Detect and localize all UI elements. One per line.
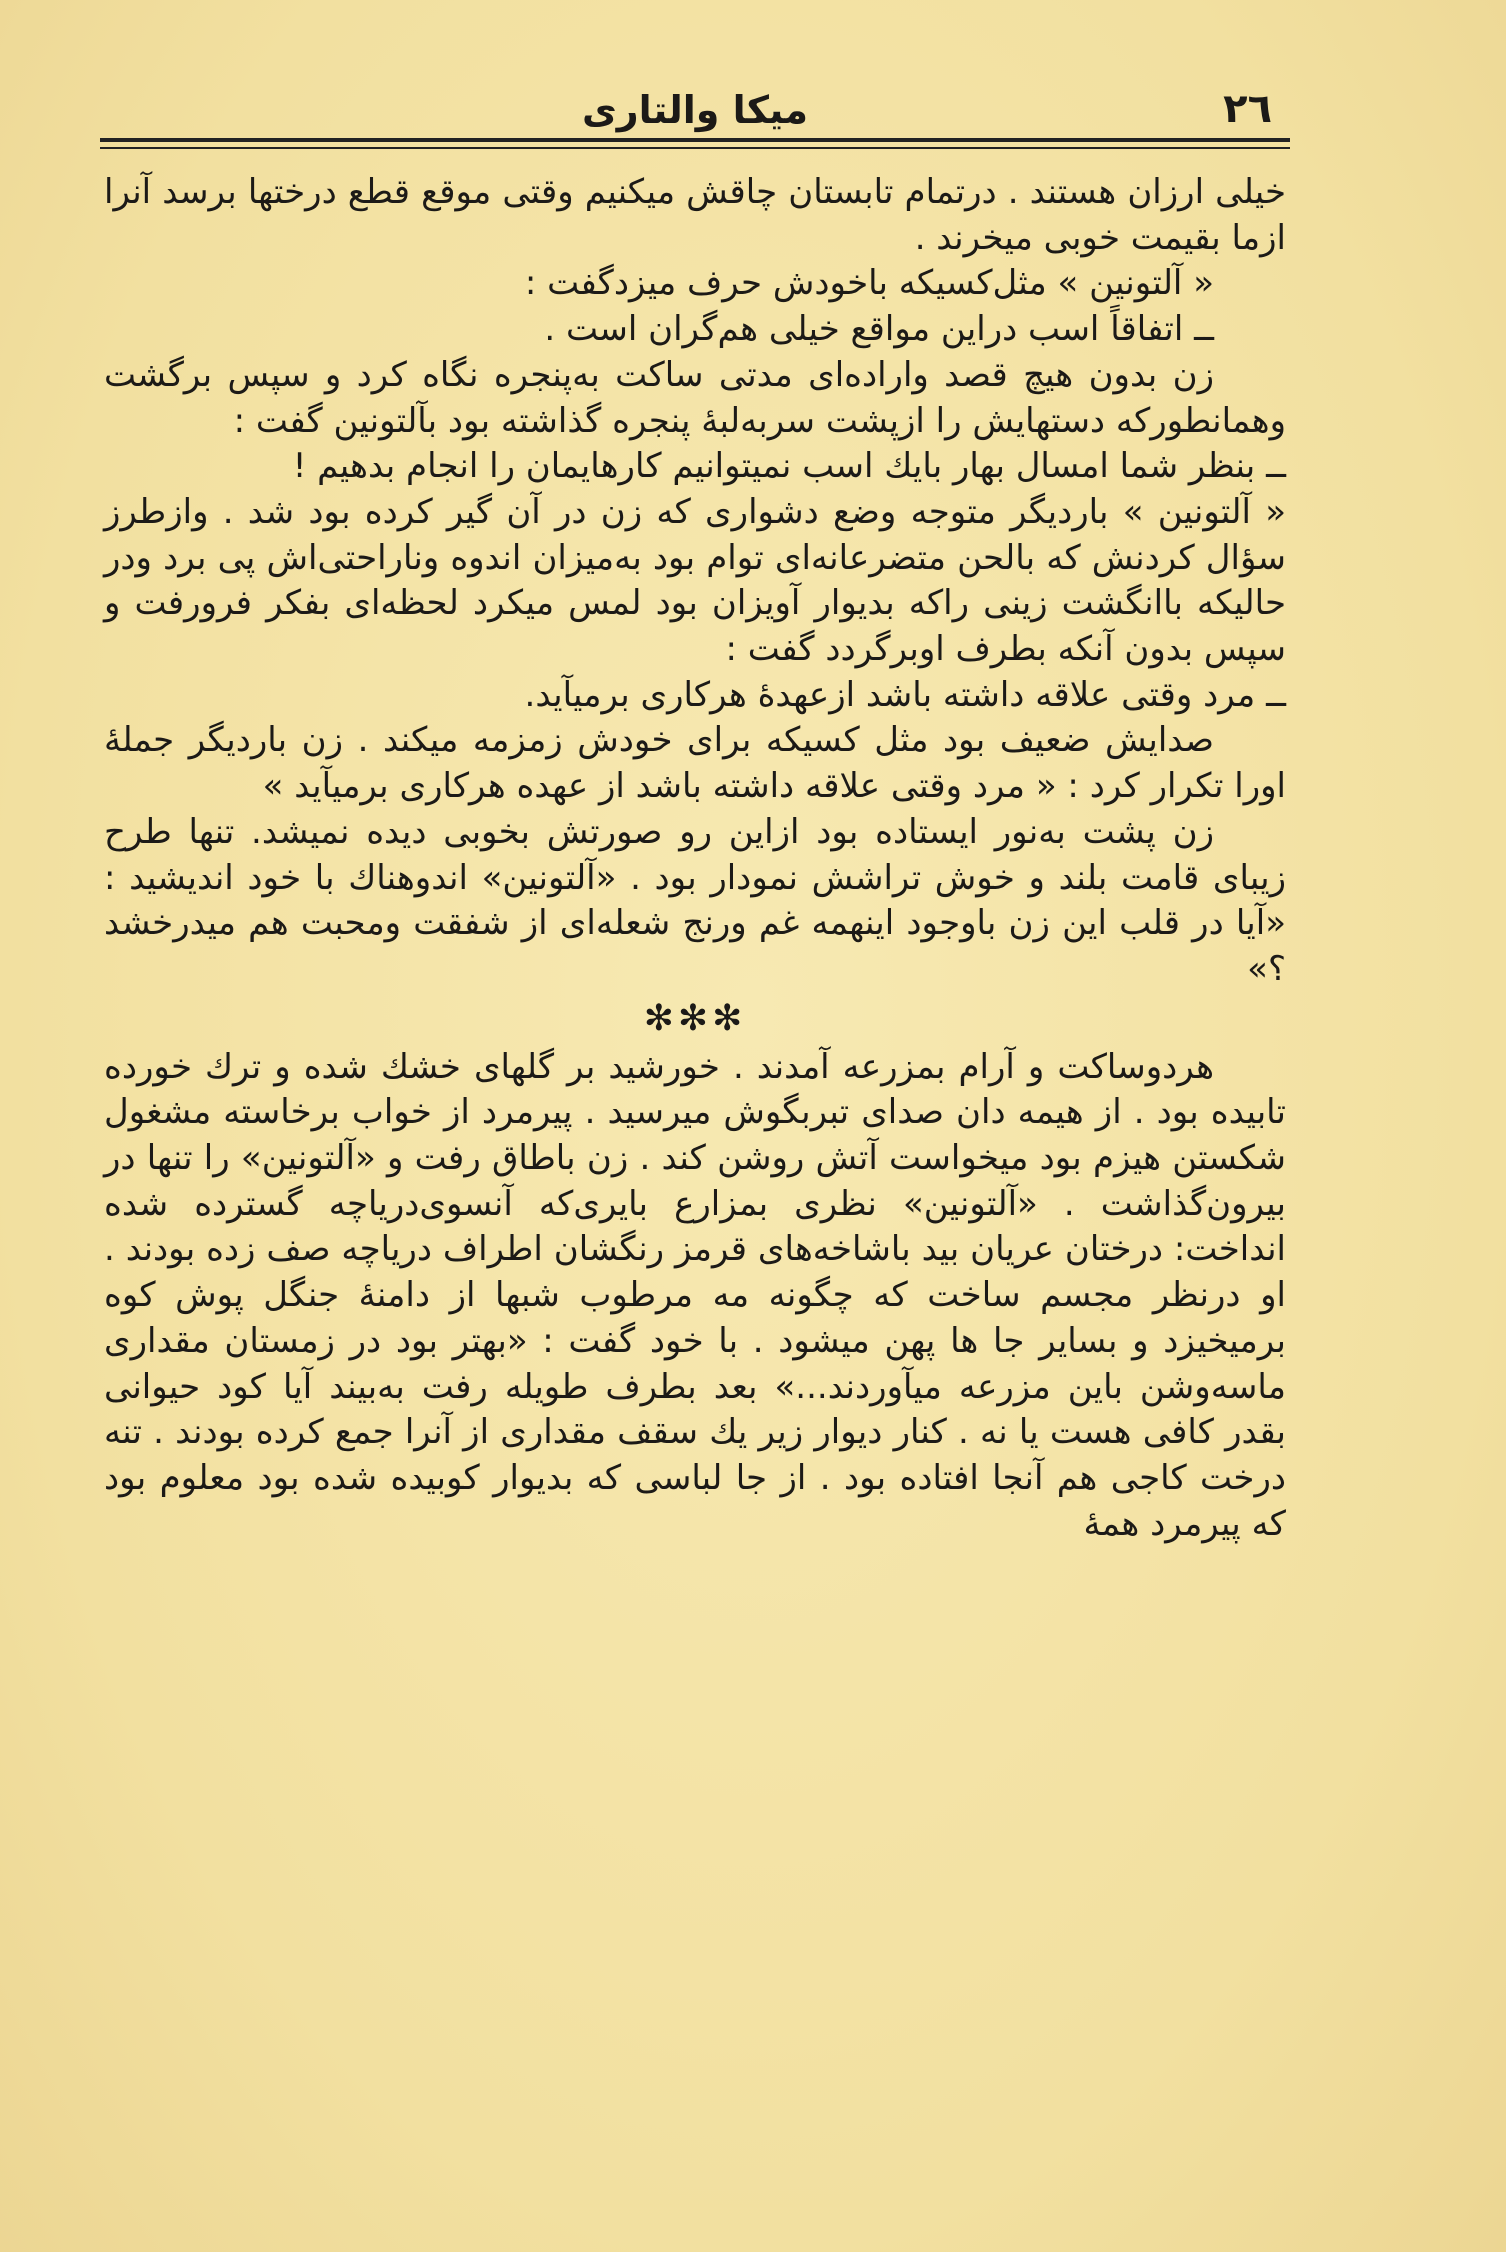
paragraph-9: زن پشت به‌نور ایستاده بود ازاین رو صورتش بخوبی دیده نمیشد. تنها طرح زیبای قامت بلند و خوش تراشش نمودار بود . «آلتونین» اندوهناك با خود اندیشید : «آیا در قلب این زن باوجود اینهمه غم ورنج شعله‌ای از شفقت ومحبت هم میدرخشد ؟» [104, 811, 1286, 989]
page-header [100, 82, 1290, 132]
paragraph-4: زن بدون هیچ قصد واراده‌ای مدتی ساکت به‌پنجره نگاه کرد و سپس برگشت وهمانطورکه دستهایش را ازپشت سربه‌لبهٔ پنجره گذاشته بود بآلتونین گفت : [104, 354, 1286, 441]
paragraph-10: هردوساکت و آرام بمزرعه آمدند . خورشید بر گلهای خشك شده و ترك خورده تابیده بود . از هیمه دان صدای تبربگوش میرسید . پیرمرد از خواب برخاسته مشغول شکستن هیزم بود میخواست آتش روشن کند . زن باطاق رفت و «آلتونین» را تنها در بیرون‌گذاشت . «آلتونین» نظری بمزارع بایری‌که آنسوی‌دریاچه گسترده شده انداخت: درختان عریان بید باشاخه‌های قرمز رنگشان اطراف دریاچه صف زده بودند . او درنظر مجسم ساخت که چگونه مه مرطوب شبها از دامنهٔ جنگل پوش کوه برمیخیزد و بسایر جا ها پهن میشود . با خود گفت : «بهتر بود در زمستان مقداری ماسه‌وشن باین مزرعه میآوردند...» بعد بطرف طویله رفت به‌بیند آیا کود حیوانی بقدر کافی هست یا نه . کنار دیوار زیر یك سقف مقداری از آنرا جمع کرده بودند . تنه درخت کاجی هم آنجا افتاده بود . از جا لباسی که بدیوار کوبیده شده بود معلوم بود که پیرمرد همهٔ [104, 1046, 1286, 1544]
paragraph-6: « آلتونین » باردیگر متوجه وضع دشواری که زن در آن گیر کرده بود شد . وازطرز سؤال کردنش که بالحن متضرعانه‌ای توام بود به‌میزان اندوه وناراحتی‌اش پی برد ودر حالیکه باانگشت زینی راکه بدیوار آویزان بود لمس میکرد لحظه‌ای بفکر فرورفت و سپس بدون آنکه بطرف اوبرگردد گفت : [104, 491, 1286, 670]
paragraph-2: « آلتونین » مثل‌کسیکه باخودش حرف میزدگفت : [524, 263, 1214, 304]
header-rule-thick [100, 138, 1290, 142]
body-text [104, 170, 1286, 1547]
header-rule-thin [100, 147, 1290, 149]
section-separator: ✻✻✻ [643, 997, 747, 1039]
running-title: میکا والتاری [581, 88, 809, 132]
paragraph-1: خیلی ارزان هستند . درتمام تابستان چاقش میکنیم وقتی موقع قطع درختها برسد آنرا ازما بقیمت خوبی میخرند . [104, 172, 1286, 258]
paragraph-3: ــ اتفاقاً اسب دراین مواقع خیلی هم‌گران است . [544, 309, 1214, 350]
paragraph-8: صدایش ضعیف بود مثل کسیکه برای خودش زمزمه میکند . زن باردیگر جملهٔ اورا تکرار کرد : « مرد وقتی علاقه داشته باشد از عهده هرکاری برمیآید » [104, 720, 1286, 807]
paragraph-5: ــ بنظر شما امسال بهار بایك اسب نمیتوانیم کارهایمان را انجام بدهیم ! [292, 446, 1286, 487]
paragraph-7: ــ مرد وقتی علاقه داشته باشد ازعهدهٔ هرکاری برمیآید. [524, 674, 1286, 715]
page-number: ٢٦ [1223, 86, 1272, 132]
